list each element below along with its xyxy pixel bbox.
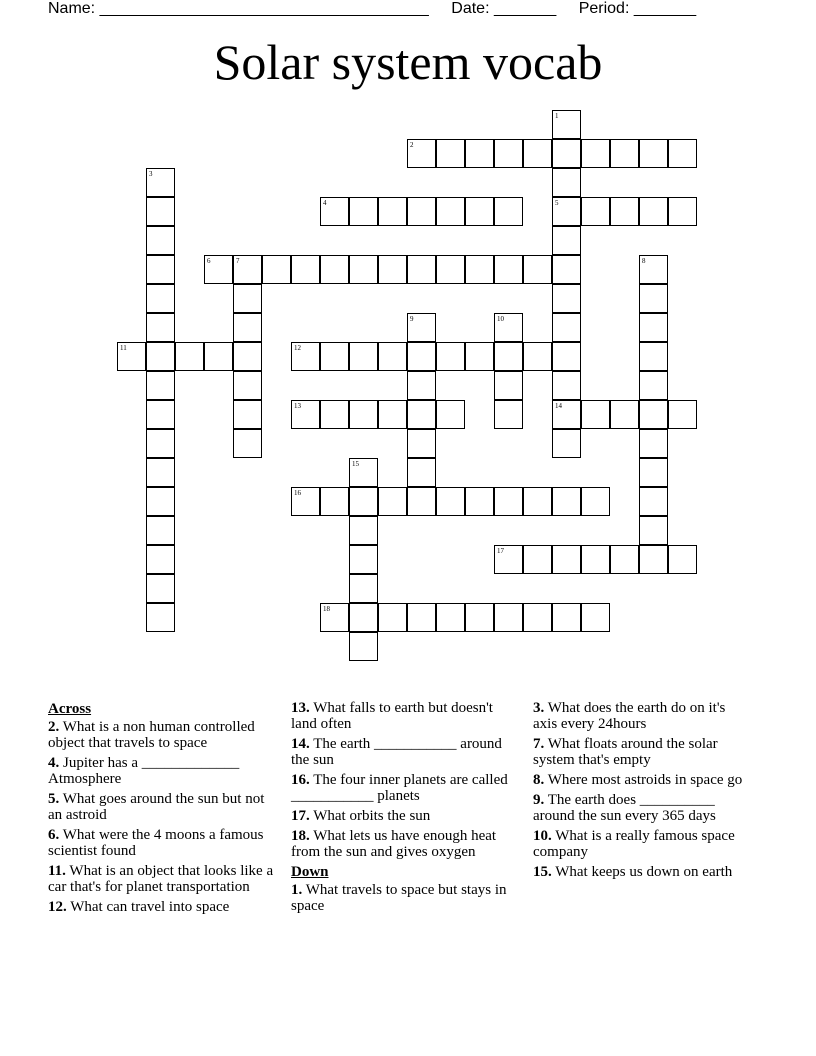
- crossword-cell[interactable]: [639, 516, 668, 545]
- clue-number: 3.: [533, 700, 545, 716]
- cell-number: 4: [323, 199, 327, 207]
- crossword-cell[interactable]: [407, 603, 436, 632]
- crossword-cell[interactable]: [407, 197, 436, 226]
- clue-text: What is an object that looks like a car that's for planet transportation: [48, 863, 274, 895]
- clue-text: What lets us have enough heat from the sun and gives oxygen: [291, 828, 497, 860]
- crossword-cell[interactable]: [639, 197, 668, 226]
- crossword-cell[interactable]: [349, 458, 378, 487]
- clue-across-17: [291, 808, 515, 824]
- crossword-cell[interactable]: [349, 603, 378, 632]
- clue-number: 1.: [291, 882, 303, 898]
- crossword-cell[interactable]: [291, 400, 320, 429]
- crossword-cell[interactable]: [639, 284, 668, 313]
- crossword-cell[interactable]: [552, 284, 581, 313]
- clue-text: What does the earth do on it's axis every 24hours: [533, 700, 726, 732]
- crossword-cell[interactable]: [552, 139, 581, 168]
- crossword-cell[interactable]: [552, 197, 581, 226]
- crossword-cell[interactable]: [639, 255, 668, 284]
- crossword-cell[interactable]: [233, 313, 262, 342]
- cell-number: 13: [294, 402, 301, 410]
- crossword-cell[interactable]: [320, 197, 349, 226]
- crossword-cell[interactable]: [436, 400, 465, 429]
- crossword-cell[interactable]: [639, 545, 668, 574]
- clue-across-4: [48, 755, 280, 787]
- crossword-cell[interactable]: [291, 342, 320, 371]
- crossword-cell[interactable]: [436, 487, 465, 516]
- clue-across-5: [48, 791, 280, 823]
- crossword-cell[interactable]: [146, 168, 175, 197]
- date-line: Date: _______: [451, 0, 557, 17]
- crossword-cell[interactable]: [552, 313, 581, 342]
- crossword-cell[interactable]: [552, 603, 581, 632]
- crossword-cell[interactable]: [349, 197, 378, 226]
- clue-number: 15.: [533, 864, 552, 880]
- crossword-cell[interactable]: [668, 400, 697, 429]
- cell-number: 15: [352, 460, 359, 468]
- crossword-cell[interactable]: [407, 139, 436, 168]
- crossword-cell[interactable]: [552, 371, 581, 400]
- crossword-cell[interactable]: [233, 255, 262, 284]
- clue-number: 9.: [533, 792, 545, 808]
- crossword-cell[interactable]: [523, 545, 552, 574]
- crossword-cell[interactable]: [436, 342, 465, 371]
- clue-across-18: [291, 828, 515, 860]
- clue-across-16: [291, 772, 515, 804]
- crossword-cell[interactable]: [639, 371, 668, 400]
- clue-number: 5.: [48, 791, 60, 807]
- crossword-cell[interactable]: [552, 545, 581, 574]
- crossword-cell[interactable]: [378, 603, 407, 632]
- crossword-cell[interactable]: [581, 487, 610, 516]
- crossword-cell[interactable]: [494, 313, 523, 342]
- crossword-cell[interactable]: [552, 110, 581, 139]
- cell-number: 1: [555, 112, 559, 120]
- crossword-cell[interactable]: [523, 139, 552, 168]
- crossword-cell[interactable]: [204, 342, 233, 371]
- crossword-cell[interactable]: [146, 226, 175, 255]
- clue-across-13: [291, 700, 515, 732]
- crossword-cell[interactable]: [552, 429, 581, 458]
- crossword-cell[interactable]: [552, 255, 581, 284]
- clue-text: What travels to space but stays in space: [291, 882, 507, 914]
- clue-number: 13.: [291, 700, 310, 716]
- crossword-cell[interactable]: [668, 139, 697, 168]
- crossword-cell[interactable]: [639, 487, 668, 516]
- crossword-cell[interactable]: [146, 197, 175, 226]
- crossword-cell[interactable]: [465, 255, 494, 284]
- clue-number: 10.: [533, 828, 552, 844]
- crossword-cell[interactable]: [349, 545, 378, 574]
- crossword-cell[interactable]: [581, 545, 610, 574]
- clues-column-1: [48, 700, 280, 919]
- crossword-cell[interactable]: [552, 487, 581, 516]
- crossword-cell[interactable]: [465, 139, 494, 168]
- clues-column-3: [533, 700, 749, 884]
- crossword-cell[interactable]: [146, 313, 175, 342]
- clue-number: 7.: [533, 736, 545, 752]
- crossword-cell[interactable]: [349, 342, 378, 371]
- clue-number: 11.: [48, 863, 66, 879]
- clue-number: 2.: [48, 719, 60, 735]
- clue-down-1: [291, 882, 515, 914]
- crossword-cell[interactable]: [436, 603, 465, 632]
- crossword-cell[interactable]: [349, 255, 378, 284]
- clue-across-14: [291, 736, 515, 768]
- crossword-cell[interactable]: [552, 400, 581, 429]
- crossword-cell[interactable]: [378, 255, 407, 284]
- crossword-cell[interactable]: [436, 197, 465, 226]
- cell-number: 2: [410, 141, 414, 149]
- crossword-cell[interactable]: [378, 487, 407, 516]
- clue-across-6: [48, 827, 280, 859]
- crossword-cell[interactable]: [523, 603, 552, 632]
- cell-number: 10: [497, 315, 504, 323]
- clue-number: 8.: [533, 772, 545, 788]
- crossword-cell[interactable]: [465, 603, 494, 632]
- crossword-cell[interactable]: [552, 342, 581, 371]
- clue-text: What floats around the solar system that's empty: [533, 736, 718, 768]
- crossword-cell[interactable]: [378, 197, 407, 226]
- crossword-cell[interactable]: [552, 226, 581, 255]
- cell-number: 6: [207, 257, 211, 265]
- cell-number: 12: [294, 344, 301, 352]
- cell-number: 11: [120, 344, 127, 352]
- clue-text: What can travel into space: [70, 899, 230, 915]
- clue-across-12: [48, 899, 280, 915]
- period-line: Period: _______: [578, 0, 697, 17]
- cell-number: 17: [497, 547, 504, 555]
- crossword-cell[interactable]: [146, 284, 175, 313]
- crossword-cell[interactable]: [407, 342, 436, 371]
- clue-down-8: [533, 772, 749, 788]
- crossword-cell[interactable]: [291, 255, 320, 284]
- crossword-cell[interactable]: [233, 400, 262, 429]
- crossword-cell[interactable]: [349, 516, 378, 545]
- crossword-cell[interactable]: [349, 574, 378, 603]
- crossword-cell[interactable]: [349, 487, 378, 516]
- crossword-cell[interactable]: [581, 603, 610, 632]
- crossword-cell[interactable]: [378, 400, 407, 429]
- across-heading: Across: [48, 701, 92, 717]
- cell-number: 7: [236, 257, 240, 265]
- crossword-cell[interactable]: [523, 487, 552, 516]
- crossword-cell[interactable]: [639, 342, 668, 371]
- clue-down-10: [533, 828, 749, 860]
- crossword-cell[interactable]: [494, 197, 523, 226]
- clue-down-9: [533, 792, 749, 824]
- clue-text: What falls to earth but doesn't land often: [291, 700, 493, 732]
- crossword-cell[interactable]: [494, 342, 523, 371]
- crossword-cell[interactable]: [552, 168, 581, 197]
- crossword-cell[interactable]: [581, 197, 610, 226]
- clue-number: 17.: [291, 808, 310, 824]
- clue-text: What is a non human controlled object that travels to space: [48, 719, 255, 751]
- crossword-cell[interactable]: [494, 400, 523, 429]
- clue-number: 6.: [48, 827, 60, 843]
- crossword-cell[interactable]: [494, 371, 523, 400]
- crossword-cell[interactable]: [668, 545, 697, 574]
- clue-down-15: [533, 864, 749, 880]
- crossword-cell[interactable]: [436, 139, 465, 168]
- crossword-cell[interactable]: [349, 400, 378, 429]
- clue-text: The four inner planets are called ___________ planets: [291, 772, 508, 804]
- crossword-cell[interactable]: [407, 487, 436, 516]
- crossword-cell[interactable]: [146, 458, 175, 487]
- clue-number: 16.: [291, 772, 310, 788]
- crossword-cell[interactable]: [668, 197, 697, 226]
- clue-number: 14.: [291, 736, 310, 752]
- cell-number: 8: [642, 257, 646, 265]
- clue-down-7: [533, 736, 749, 768]
- crossword-cell[interactable]: [175, 342, 204, 371]
- crossword-cell[interactable]: [465, 197, 494, 226]
- clue-number: 18.: [291, 828, 310, 844]
- crossword-cell[interactable]: [320, 487, 349, 516]
- crossword-cell[interactable]: [610, 197, 639, 226]
- cell-number: 3: [149, 170, 153, 178]
- clue-text: What orbits the sun: [313, 808, 431, 824]
- crossword-cell[interactable]: [117, 342, 146, 371]
- crossword-cell[interactable]: [436, 255, 465, 284]
- crossword-cell[interactable]: [233, 429, 262, 458]
- clue-text: The earth ___________ around the sun: [291, 736, 502, 768]
- crossword-cell[interactable]: [407, 371, 436, 400]
- clue-text: What keeps us down on earth: [555, 864, 733, 880]
- crossword-cell[interactable]: [146, 487, 175, 516]
- crossword-cell[interactable]: [407, 255, 436, 284]
- crossword-cell[interactable]: [639, 139, 668, 168]
- crossword-cell[interactable]: [320, 342, 349, 371]
- crossword-cell[interactable]: [523, 342, 552, 371]
- clue-text: What is a really famous space company: [533, 828, 735, 860]
- crossword-cell[interactable]: [233, 284, 262, 313]
- crossword-cell[interactable]: [146, 255, 175, 284]
- crossword-cell[interactable]: [610, 400, 639, 429]
- cell-number: 9: [410, 315, 414, 323]
- crossword-cell[interactable]: [378, 342, 407, 371]
- worksheet-title: Solar system vocab: [213, 34, 603, 90]
- crossword-cell[interactable]: [581, 400, 610, 429]
- down-heading: Down: [291, 864, 329, 880]
- crossword-cell[interactable]: [494, 545, 523, 574]
- crossword-cell[interactable]: [494, 139, 523, 168]
- crossword-cell[interactable]: [233, 371, 262, 400]
- crossword-cell[interactable]: [146, 342, 175, 371]
- crossword-cell[interactable]: [320, 400, 349, 429]
- crossword-cell[interactable]: [407, 313, 436, 342]
- crossword-cell[interactable]: [204, 255, 233, 284]
- clue-across-2: [48, 719, 280, 751]
- crossword-cell[interactable]: [465, 487, 494, 516]
- name-line: Name: _____________________________________: [48, 0, 429, 17]
- clue-text: Where most astroids in space go: [547, 772, 743, 788]
- crossword-cell[interactable]: [639, 458, 668, 487]
- crossword-cell[interactable]: [146, 574, 175, 603]
- crossword-cell[interactable]: [639, 400, 668, 429]
- clue-number: 12.: [48, 899, 67, 915]
- cell-number: 5: [555, 199, 559, 207]
- crossword-cell[interactable]: [581, 139, 610, 168]
- clue-text: Jupiter has a _____________ Atmosphere: [48, 755, 240, 787]
- crossword-cell[interactable]: [146, 603, 175, 632]
- clue-across-11: [48, 863, 280, 895]
- clues-column-2: [291, 700, 515, 918]
- crossword-cell[interactable]: [610, 139, 639, 168]
- crossword-cell[interactable]: [146, 516, 175, 545]
- crossword-cell[interactable]: [610, 545, 639, 574]
- crossword-cell[interactable]: [146, 545, 175, 574]
- crossword-cell[interactable]: [523, 255, 552, 284]
- crossword-cell[interactable]: [146, 371, 175, 400]
- clue-number: 4.: [48, 755, 60, 771]
- clue-text: What goes around the sun but not an astroid: [48, 791, 265, 823]
- clue-text: What were the 4 moons a famous scientist found: [48, 827, 264, 859]
- crossword-cell[interactable]: [320, 603, 349, 632]
- cell-number: 14: [555, 402, 562, 410]
- crossword-cell[interactable]: [639, 429, 668, 458]
- cell-number: 16: [294, 489, 301, 497]
- crossword-cell[interactable]: [320, 255, 349, 284]
- crossword-cell[interactable]: [146, 400, 175, 429]
- clue-text: The earth does __________ around the sun every 365 days: [533, 792, 716, 824]
- crossword-cell[interactable]: [465, 342, 494, 371]
- crossword-cell[interactable]: [494, 255, 523, 284]
- crossword-cell[interactable]: [146, 429, 175, 458]
- crossword-cell[interactable]: [407, 458, 436, 487]
- crossword-cell[interactable]: [349, 632, 378, 661]
- crossword-cell[interactable]: [407, 429, 436, 458]
- crossword-cell[interactable]: [639, 313, 668, 342]
- crossword-cell[interactable]: [291, 487, 320, 516]
- cell-number: 18: [323, 605, 330, 613]
- crossword-cell[interactable]: [262, 255, 291, 284]
- crossword-cell[interactable]: [494, 603, 523, 632]
- crossword-cell[interactable]: [407, 400, 436, 429]
- crossword-cell[interactable]: [494, 487, 523, 516]
- crossword-cell[interactable]: [233, 342, 262, 371]
- clue-down-3: [533, 700, 749, 732]
